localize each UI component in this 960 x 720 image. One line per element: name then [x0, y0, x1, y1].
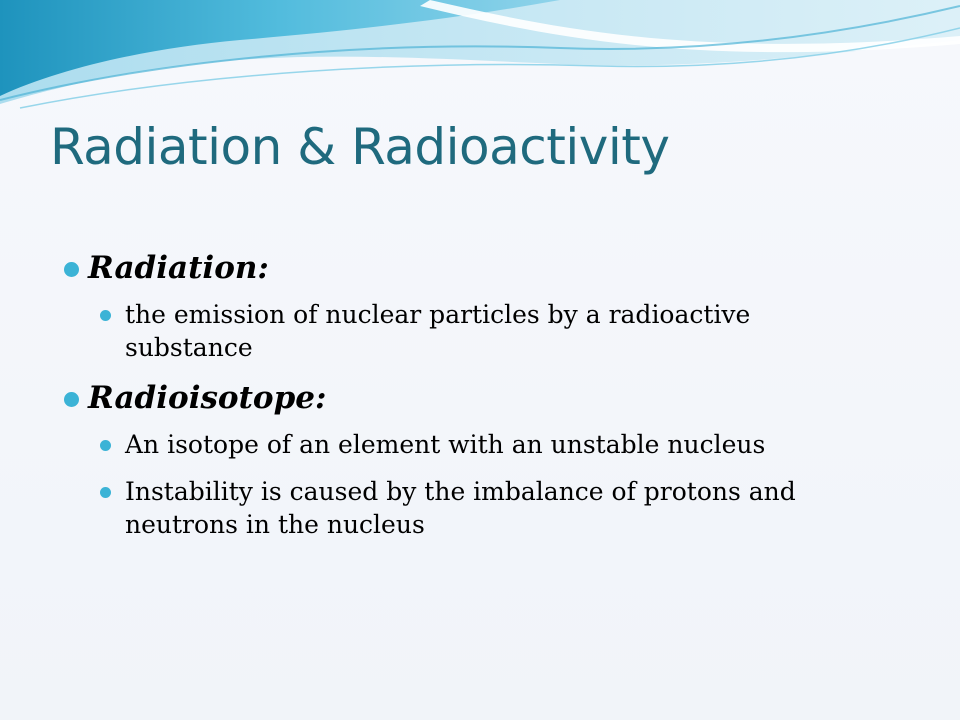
sub-bullet-text: Instability is caused by the imbalance of protons and neutrons in the nucleus — [125, 477, 796, 539]
bullet-heading — [62, 378, 922, 418]
slide-title: Radiation & Radioactivity — [50, 118, 670, 176]
sub-bullet — [100, 428, 885, 461]
bullet-dot-icon — [64, 262, 79, 277]
sub-bullet-dot-icon — [100, 440, 111, 451]
header-wave-decoration — [0, 0, 960, 120]
bullet-heading-text: Radioisotope: — [88, 380, 327, 416]
slide-body — [62, 248, 922, 555]
sub-bullet-text: An isotope of an element with an unstable nucleus — [125, 430, 766, 459]
sub-bullet — [100, 475, 885, 541]
bullet-dot-icon — [64, 392, 79, 407]
sub-bullet-text: the emission of nuclear particles by a radioactive substance — [125, 300, 751, 362]
sub-bullet-dot-icon — [100, 487, 111, 498]
sub-bullet-dot-icon — [100, 310, 111, 321]
bullet-heading — [62, 248, 922, 288]
sub-bullet — [100, 298, 885, 364]
bullet-heading-text: Radiation: — [88, 250, 269, 286]
